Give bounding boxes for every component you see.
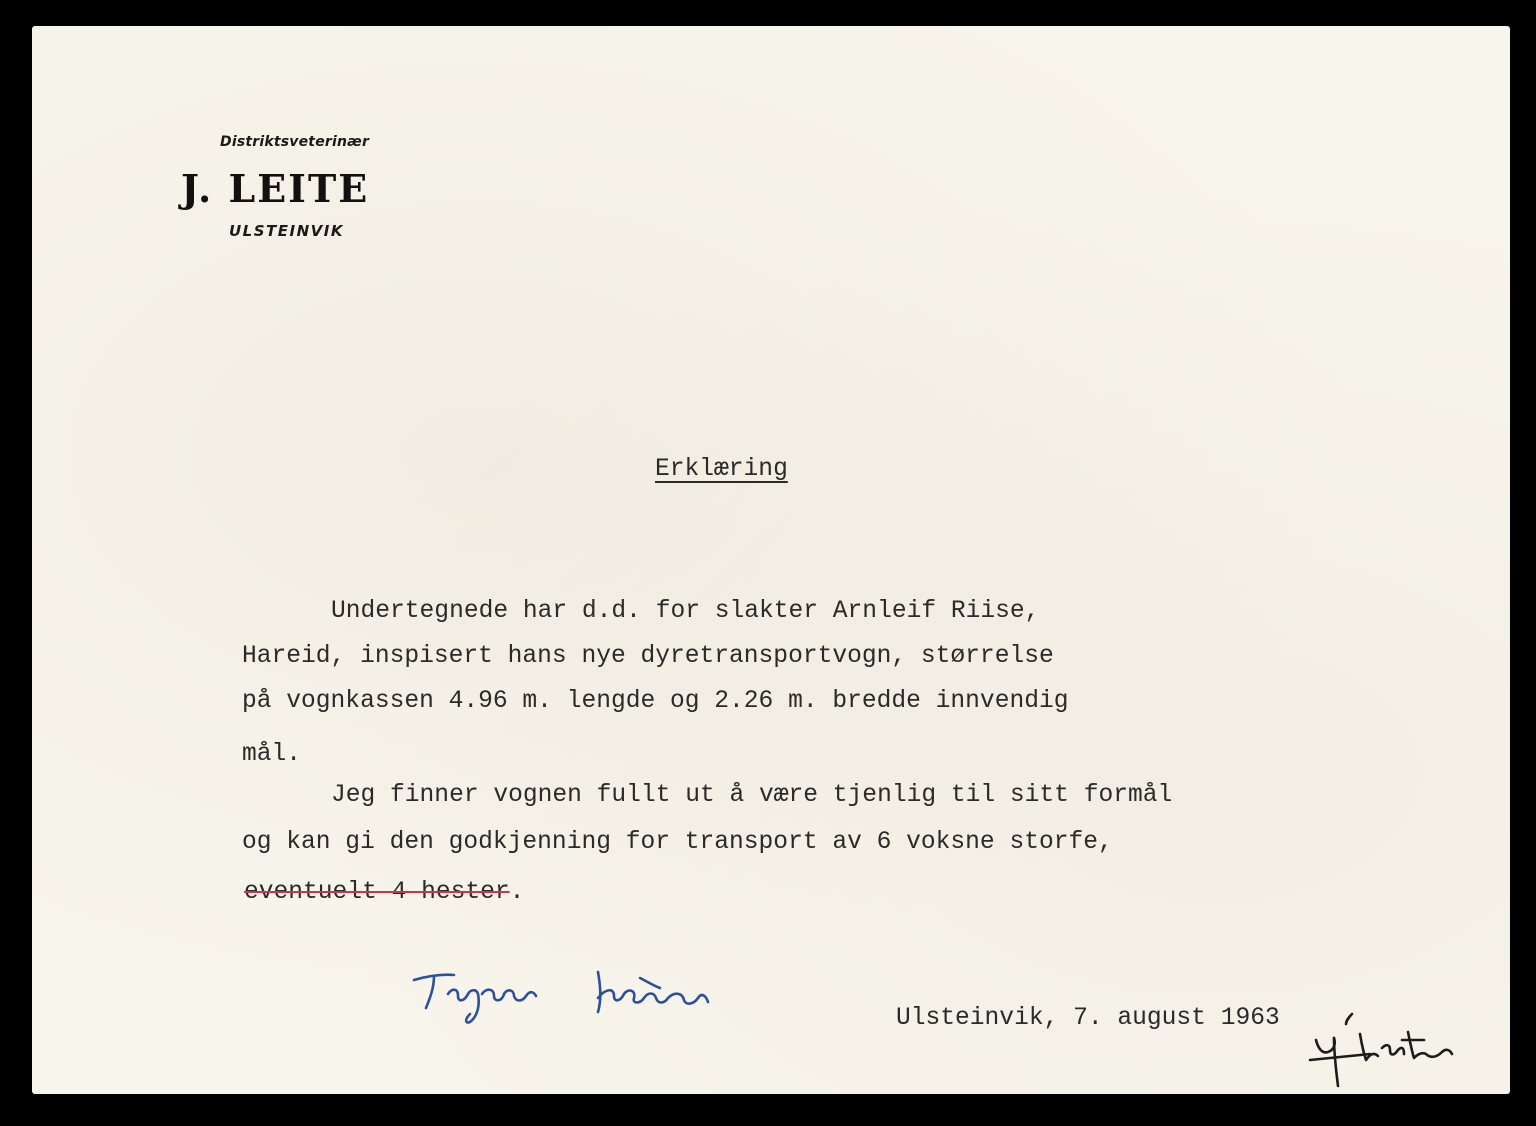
body-line-2: Hareid, inspisert hans nye dyretransportvogn, størrelse <box>242 643 1054 670</box>
body-line-7 <box>244 879 524 906</box>
body-line-3: på vognkassen 4.96 m. lengde og 2.26 m. bredde innvendig <box>242 688 1069 715</box>
struck-line-end: . <box>509 879 525 906</box>
letterhead-place: ULSTEINVIK <box>229 222 344 240</box>
signature-left-handwritten <box>408 958 728 1028</box>
body-line-5: Jeg finner vognen fullt ut å være tjenlig til sitt formål <box>331 782 1173 809</box>
document-heading: Erklæring <box>655 456 788 483</box>
signature-right-handwritten <box>1290 1010 1460 1090</box>
place-date: Ulsteinvik, 7. august 1963 <box>896 1005 1280 1032</box>
letterhead-name: J. LEITE <box>181 166 370 211</box>
body-line-6: og kan gi den godkjenning for transport av 6 voksne storfe, <box>242 829 1113 856</box>
struck-text: eventuelt 4 hester <box>244 879 510 906</box>
letterhead-title: Distriktsveterinær <box>220 134 370 150</box>
body-line-4: mål. <box>242 741 302 768</box>
body-line-1: Undertegnede har d.d. for slakter Arnleif Riise, <box>331 598 1040 625</box>
